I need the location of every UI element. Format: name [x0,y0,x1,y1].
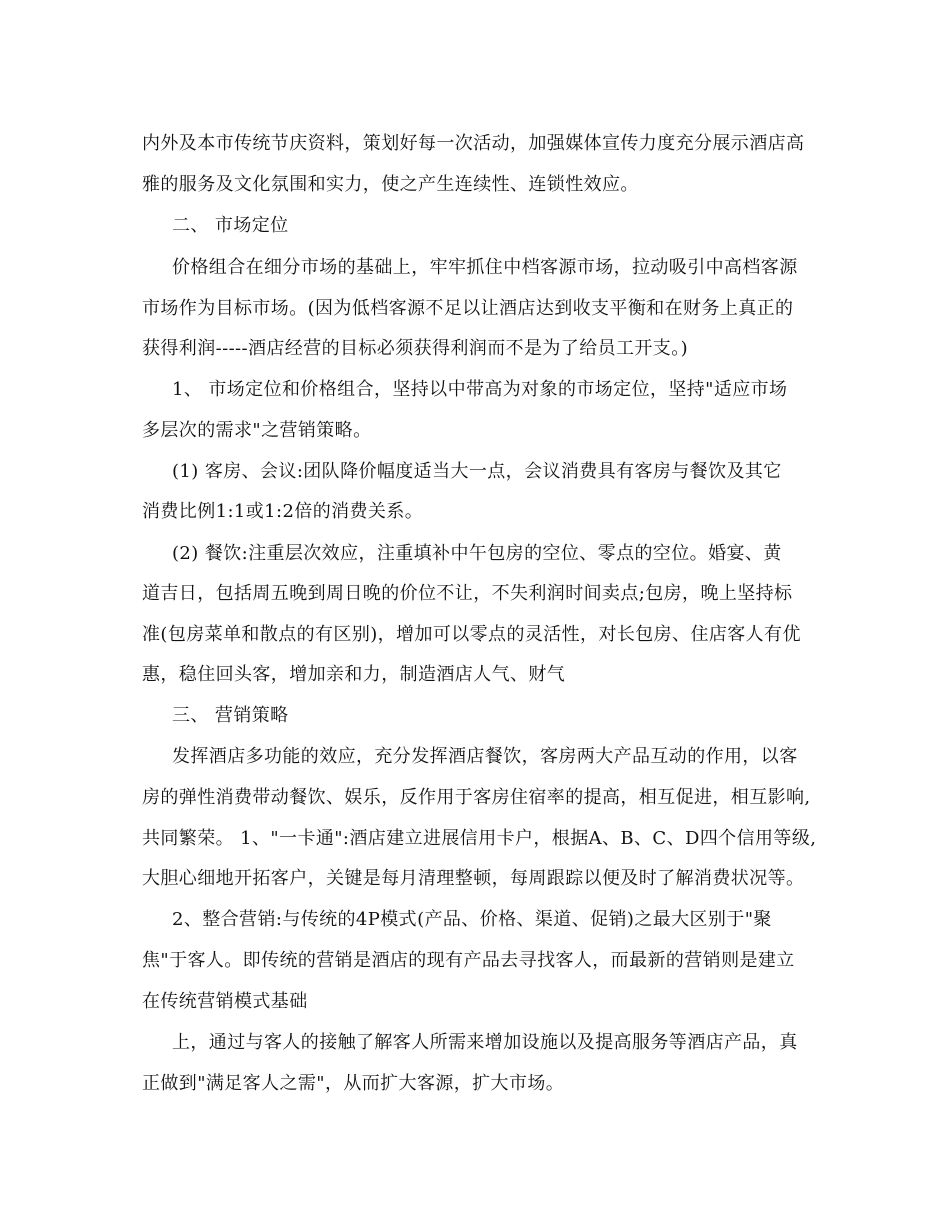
body-text-line: 获得利润-----酒店经营的目标必须获得利润而不是为了给员工开支。) [142,338,689,359]
body-text-line: 焦"于客人。即传统的营销是酒店的现有产品去寻找客人，而最新的营销则是建立 [142,950,795,971]
section-heading-marketing-strategy: 三、 营销策略 [172,705,289,726]
section-heading-market-positioning: 二、 市场定位 [172,215,289,236]
body-text-line: (1) 客房、会议:团队降价幅度适当大一点，会议消费具有客房与餐饮及其它 [172,461,782,482]
body-text-line: 市场作为目标市场。(因为低档客源不足以让酒店达到收支平衡和在财务上真正的 [142,298,794,319]
body-text-line: 多层次的需求"之营销策略。 [142,420,372,441]
body-text-line: 雅的服务及文化氛围和实力，使之产生连续性、连锁性效应。 [142,174,639,195]
body-text-line: 1、 市场定位和价格组合，坚持以中带高为对象的市场定位，坚持"适应市场 [172,379,788,400]
body-text-line: 发挥酒店多功能的效应，充分发挥酒店餐饮，客房两大产品互动的作用，以客 [172,746,798,767]
body-text-line: 房的弹性消费带动餐饮、娱乐，反作用于客房住宿率的提高，相互促进，相互影响, [142,787,811,808]
body-text-line: 内外及本市传统节庆资料，策划好每一次活动，加强媒体宣传力度充分展示酒店高 [142,133,805,154]
body-text-line: 价格组合在细分市场的基础上，牢牢抓住中档客源市场，拉动吸引中高档客源 [172,257,798,278]
body-text-line: 准(包房菜单和散点的有区别)，增加可以零点的灵活性，对长包房、住店客人有优 [142,624,801,645]
body-text-line: 在传统营销模式基础 [142,991,308,1012]
body-text-line: (2) 餐饮:注重层次效应，注重填补中午包房的空位、零点的空位。婚宴、黄 [172,543,782,564]
body-text-line: 消费比例1:1或1:2倍的消费关系。 [142,501,424,522]
body-text-line: 2、整合营销:与传统的4P模式(产品、价格、渠道、促销)之最大区别于"聚 [172,909,772,930]
body-text-line: 上，通过与客人的接触了解客人所需来增加设施以及提高服务等酒店产品，真 [172,1032,798,1053]
body-text-line: 共同繁荣。 1、"一卡通":酒店建立进展信用卡户，根据A、B、C、D四个信用等级, [142,828,817,849]
body-text-line: 道吉日，包括周五晚到周日晚的价位不让，不失利润时间卖点;包房，晚上坚持标 [142,583,793,604]
body-text-line: 正做到"满足客人之需"，从而扩大客源，扩大市场。 [142,1073,565,1094]
body-text-line: 惠，稳住回头客，增加亲和力，制造酒店人气、财气 [142,664,566,685]
body-text-line: 大胆心细地开拓客户，关键是每月清理整顿，每周跟踪以便及时了解消费状况等。 [142,868,805,889]
